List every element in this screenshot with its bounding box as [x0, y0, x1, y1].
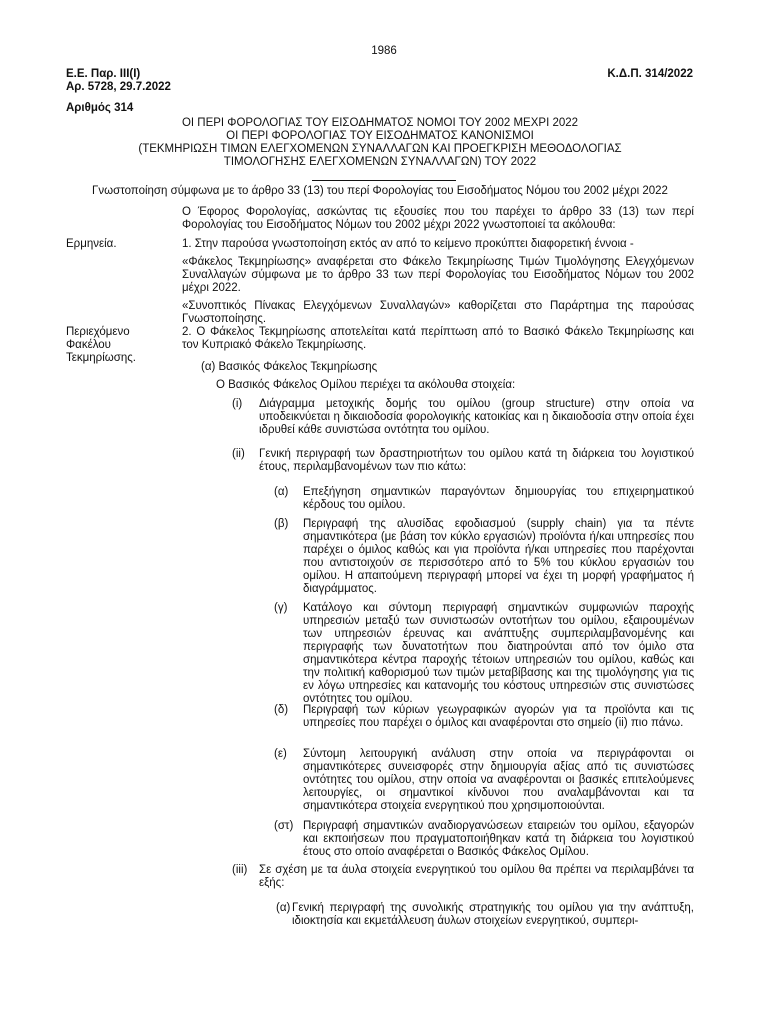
subitem-ii-a-text: Επεξήγηση σημαντικών παραγόντων δημιουργίας του επιχειρηματικού κέρδους του ομίλου.	[303, 486, 694, 511]
subitem-iii-a-label: (α)	[276, 902, 291, 914]
paragraph-2: 2. Ο Φάκελος Τεκμηρίωσης αποτελείται κατά περίπτωση από το Βασικό Φάκελο Τεκμηρίωσης και τον Κυπριακό Φάκελο Τεκμηρίωσης.	[182, 326, 694, 351]
gazette-part: Ε.Ε. Παρ. ΙΙΙ(Ι)	[66, 68, 141, 80]
definition-documentation-file: «Φάκελος Τεκμηρίωσης» αναφέρεται στο Φάκελο Τεκμηρίωσης Τιμών Τιμολόγησης Ελεγχόμενων Συναλλαγών σύμφωνα με το άρθρο 33 των περί Φορολογίας του Εισοδήματος Νόμων του 2002 μέχρι 2022.	[182, 256, 694, 294]
page-number: 1986	[371, 45, 397, 57]
subitem-ii-e-label: (ε)	[274, 748, 287, 760]
subitem-iii-a-text: Γενική περιγραφή της συνολικής στρατηγικής του ομίλου για την ανάπτυξη, ιδιοκτησία και εκμετάλλευση άυλων στοιχείων ενεργητικού, συμπερι-	[292, 902, 694, 927]
subitem-ii-a-label: (α)	[274, 486, 289, 498]
subitem-ii-c-text: Κατάλογο και σύντομη περιγραφή σημαντικών συμφωνιών παροχής υπηρεσιών μεταξύ των συνιστωσών οντοτήτων του ομίλου, εξαιρουμένων των υπηρεσιών έρευνας και ανάπτυξης συμπεριλαμβανομένης και περιγραφής των δυνατοτήτων που διατηρούνται από τον όμιλο στα σημαντικότερα κέντρα παροχής τέτοιων υπηρεσιών του ομίλου, καθώς και την πολιτική καθορισμού των τιμών μεταβίβασης και της τιμολόγησης για τις εν λόγω υπηρεσίες και κατανομής του κόστους υπηρεσιών στις συνιστώσες οντότητες του ομίλου.	[303, 602, 694, 705]
subitem-ii-f-text: Περιγραφή σημαντικών αναδιοργανώσεων εταιρειών του ομίλου, εξαγορών και εκποιήσεων που πραγματοποιήθηκαν κατά τη διάρκεια του λογιστικού έτους στο οποίο αναφέρεται ο Βασικός Φάκελος Ομίλου.	[303, 820, 694, 858]
item-i-text: Διάγραμμα μετοχικής δομής του ομίλου (group structure) στην οποία να υποδεικνύεται η δικαιοδοσία φορολογικής κατοικίας και η δικαιοδοσία στην οποία έχει ιδρυθεί κάθε συνιστώσα οντότητα του ομίλου.	[259, 398, 694, 436]
gazette-reference	[66, 68, 171, 94]
subsection-a-intro: Ο Βασικός Φάκελος Ομίλου περιέχει τα ακόλουθα στοιχεία:	[216, 379, 516, 391]
notice-heading: Γνωστοποίηση σύμφωνα με το άρθρο 33 (13) του περί Φορολογίας του Εισοδήματος Νόμου του 2002 μέχρι 2022	[92, 185, 668, 197]
subitem-ii-b-label: (β)	[274, 518, 289, 530]
subsection-a-heading: (α) Βασικός Φάκελος Τεκμηρίωσης	[201, 361, 378, 373]
gazette-issue-date: Αρ. 5728, 29.7.2022	[66, 81, 171, 93]
item-ii-label: (ii)	[232, 448, 245, 460]
side-note-contents-line-2: Φακέλου	[66, 339, 111, 351]
paragraph-1: 1. Στην παρούσα γνωστοποίηση εκτός αν από το κείμενο προκύπτει διαφορετική έννοια -	[182, 238, 634, 250]
title-line-4: ΤΙΜΟΛΟΓΗΣΗΣ ΕΛΕΓΧΟΜΕΝΩΝ ΣΥΝΑΛΛΑΓΩΝ) ΤΟΥ 2022	[223, 156, 537, 168]
item-iii-label: (iii)	[232, 864, 248, 876]
side-note-interpretation: Ερμηνεία.	[66, 238, 117, 250]
item-i-label: (i)	[232, 398, 243, 410]
subitem-ii-f-label: (στ)	[274, 820, 294, 832]
item-iii-text: Σε σχέση με τα άυλα στοιχεία ενεργητικού του ομίλου θα πρέπει να περιλαμβάνει τα εξής:	[259, 864, 694, 889]
document-number: Αριθμός 314	[66, 102, 134, 114]
item-ii-text: Γενική περιγραφή των δραστηριοτήτων του ομίλου κατά τη διάρκεια του λογιστικού έτους, περιλαμβανομένων των πιο κάτω:	[259, 448, 694, 473]
subitem-ii-c-label: (γ)	[274, 602, 288, 614]
subitem-ii-d-text: Περιγραφή των κύριων γεωγραφικών αγορών για τα προϊόντα και τις υπηρεσίες που παρέχει ο όμιλος και αναφέρονται στο σημείο (ii) πιο πάνω.	[303, 704, 694, 729]
definition-summary-table: «Συνοπτικός Πίνακας Ελεγχόμενων Συναλλαγών» καθορίζεται στο Παράρτημα της παρούσας Γνωστοποίησης.	[182, 300, 694, 325]
subitem-ii-e-text: Σύντομη λειτουργική ανάλυση στην οποία να περιγράφονται οι σημαντικότερες συνεισφορές στην δημιουργία αξίας από τις συνιστώσες οντότητες του ομίλου, στην οποία να αναφέρονται οι βασικές επιτελούμενες λειτουργίες, οι σημαντικοί κίνδυνοι που αναλαμβάνονται και τα σημαντικότερα στοιχεία ενεργητικού που χρησιμοποιούνται.	[303, 748, 694, 812]
subitem-ii-b-text: Περιγραφή της αλυσίδας εφοδιασμού (supply chain) για τα πέντε σημαντικότερα (με βάση τον κύκλο εργασιών) προϊόντα ή/και υπηρεσίες που παρέχει ο όμιλος καθώς και για προϊόντα ή/και υπηρεσίες που παρέχονται που αντιστοιχούν σε περισσότερο από το 5% του κύκλου εργασιών του ομίλου. Η απαιτούμενη περιγραφή μπορεί να έχει τη μορφή γραφήματος ή διαγράμματος.	[303, 518, 694, 595]
side-note-contents-line-3: Τεκμηρίωσης.	[66, 352, 136, 364]
intro-paragraph: Ο Έφορος Φορολογίας, ασκώντας τις εξουσίες που του παρέχει το άρθρο 33 (13) των περί Φορολογίας του Εισοδήματος Νόμων του 2002 μέχρι 2022 γνωστοποιεί τα ακόλουθα:	[182, 206, 694, 231]
regulation-reference: Κ.Δ.Π. 314/2022	[607, 68, 693, 80]
title-divider	[312, 180, 456, 181]
title-line-2: ΟΙ ΠΕΡΙ ΦΟΡΟΛΟΓΙΑΣ ΤΟΥ ΕΙΣΟΔΗΜΑΤΟΣ ΚΑΝΟΝΙΣΜΟΙ	[226, 130, 534, 142]
document-titles	[66, 117, 694, 169]
title-line-3: (ΤΕΚΜΗΡΙΩΣΗ ΤΙΜΩΝ ΕΛΕΓΧΟΜΕΝΩΝ ΣΥΝΑΛΛΑΓΩΝ ΚΑΙ ΠΡΟΕΓΚΡΙΣΗ ΜΕΘΟΔΟΛΟΓΙΑΣ	[138, 143, 622, 155]
side-note-contents	[66, 326, 176, 365]
side-note-contents-line-1: Περιεχόμενο	[66, 326, 130, 338]
subitem-ii-d-label: (δ)	[274, 704, 289, 716]
title-line-1: ΟΙ ΠΕΡΙ ΦΟΡΟΛΟΓΙΑΣ ΤΟΥ ΕΙΣΟΔΗΜΑΤΟΣ ΝΟΜΟΙ ΤΟΥ 2002 ΜΕΧΡΙ 2022	[181, 117, 579, 129]
